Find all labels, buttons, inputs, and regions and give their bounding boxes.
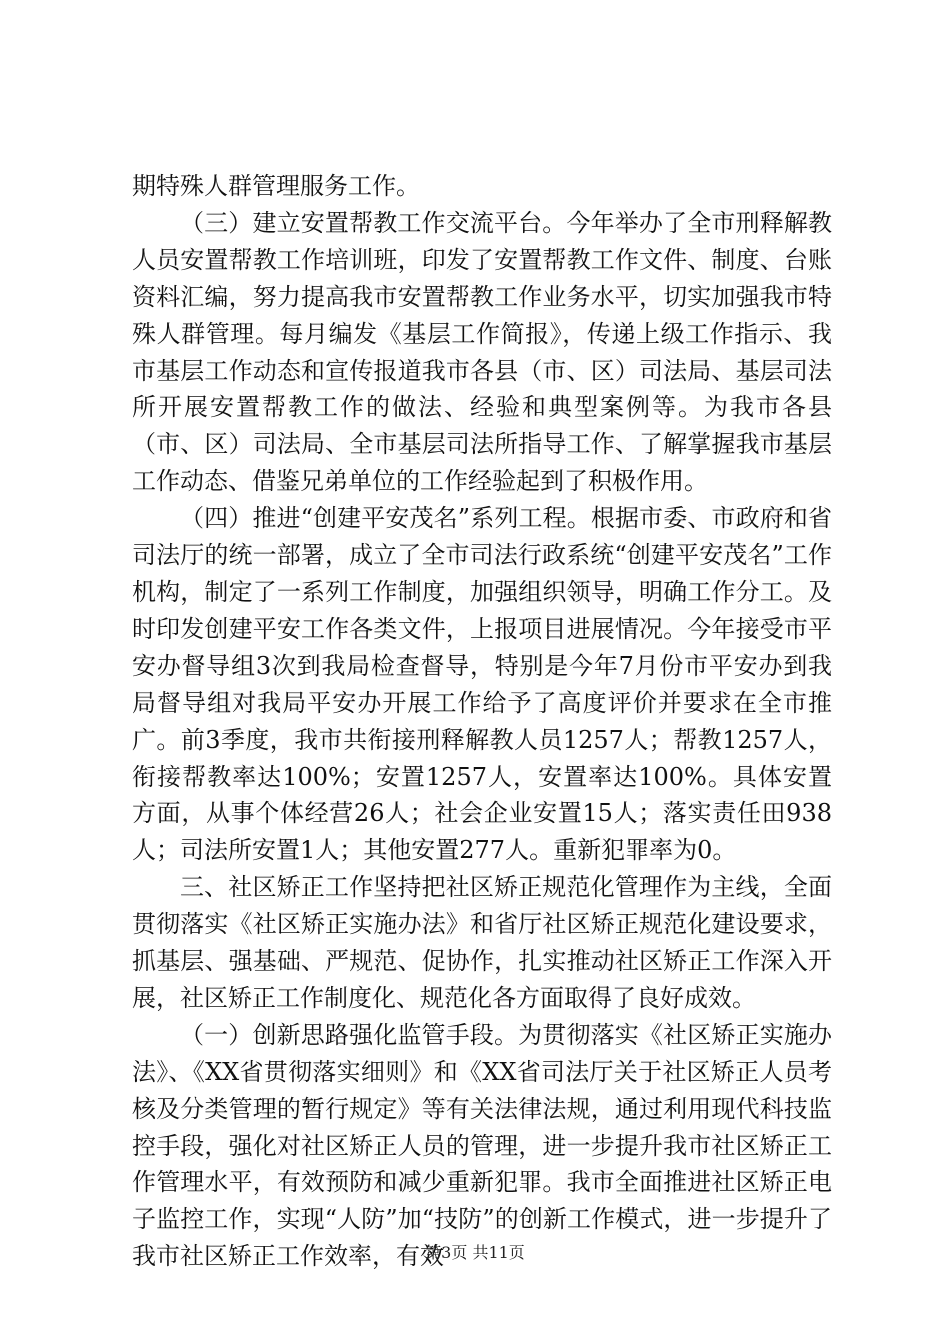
paragraph-continuation: 期特殊人群管理服务工作。 bbox=[132, 172, 420, 200]
paragraph-safe-maoming: （四）推进“创建平安茂名”系列工程。根据市委、市政府和省司法厅的统一部署，成立了全市司法行政系统“创建平安茂名”工作机构，制定了一系列工作制度，加强组织领导，明确工作分工。及时印发创建平安工作各类文件，上报项目进展情况。今年接受市平安办督导组3次到我局检查督导，特别是今年7月份市平安办到我局督导组对我局平安办开展工作给予了高度评价并要求在全市推广。前3季度，我市共衔接刑释解教人员1257人；帮教1257人，衔接帮教率达100%；安置1257人，安置率达100%。具体安置方面，从事个体经营26人；社会企业安置15人；落实责任田938人；司法所安置1人；其他安置277人。重新犯罪率为0。 bbox=[132, 504, 832, 865]
paragraph-community-correction: 三、社区矫正工作坚持把社区矫正规范化管理作为主线，全面贯彻落实《社区矫正实施办法》和省厅社区矫正规范化建设要求，抓基层、强基础、严规范、促协作，扎实推动社区矫正工作深入开展，社区矫正工作制度化、规范化各方面取得了良好成效。 bbox=[132, 873, 832, 1012]
page-footer: 第3页 共11页 bbox=[425, 1243, 525, 1262]
paragraph-resettlement-platform: （三）建立安置帮教工作交流平台。今年举办了全市刑释解教人员安置帮教工作培训班，印发了安置帮教工作文件、制度、台账资料汇编，努力提高我市安置帮教工作业务水平，切实加强我市特殊人群管理。每月编发《基层工作简报》，传递上级工作指示、我市基层工作动态和宣传报道我市各县（市、区）司法局、基层司法所开展安置帮教工作的做法、经验和典型案例等。为我市各县（市、区）司法局、全市基层司法所指导工作、了解掌握我市基层工作动态、借鉴兄弟单位的工作经验起到了积极作用。 bbox=[132, 208, 832, 496]
paragraph-supervision-means: （一）创新思路强化监管手段。为贯彻落实《社区矫正实施办法》、《XX省贯彻落实细则》和《XX省司法厅关于社区矫正人员考核及分类管理的暂行规定》等有关法律法规，通过利用现代科技监控手段，强化对社区矫正人员的管理，进一步提升我市社区矫正工作管理水平，有效预防和减少重新犯罪。我市全面推进社区矫正电子监控工作，实现“人防”加“技防”的创新工作模式，进一步提升了我市社区矫正工作效率，有效 bbox=[132, 1020, 832, 1271]
document-body bbox=[132, 168, 832, 1275]
